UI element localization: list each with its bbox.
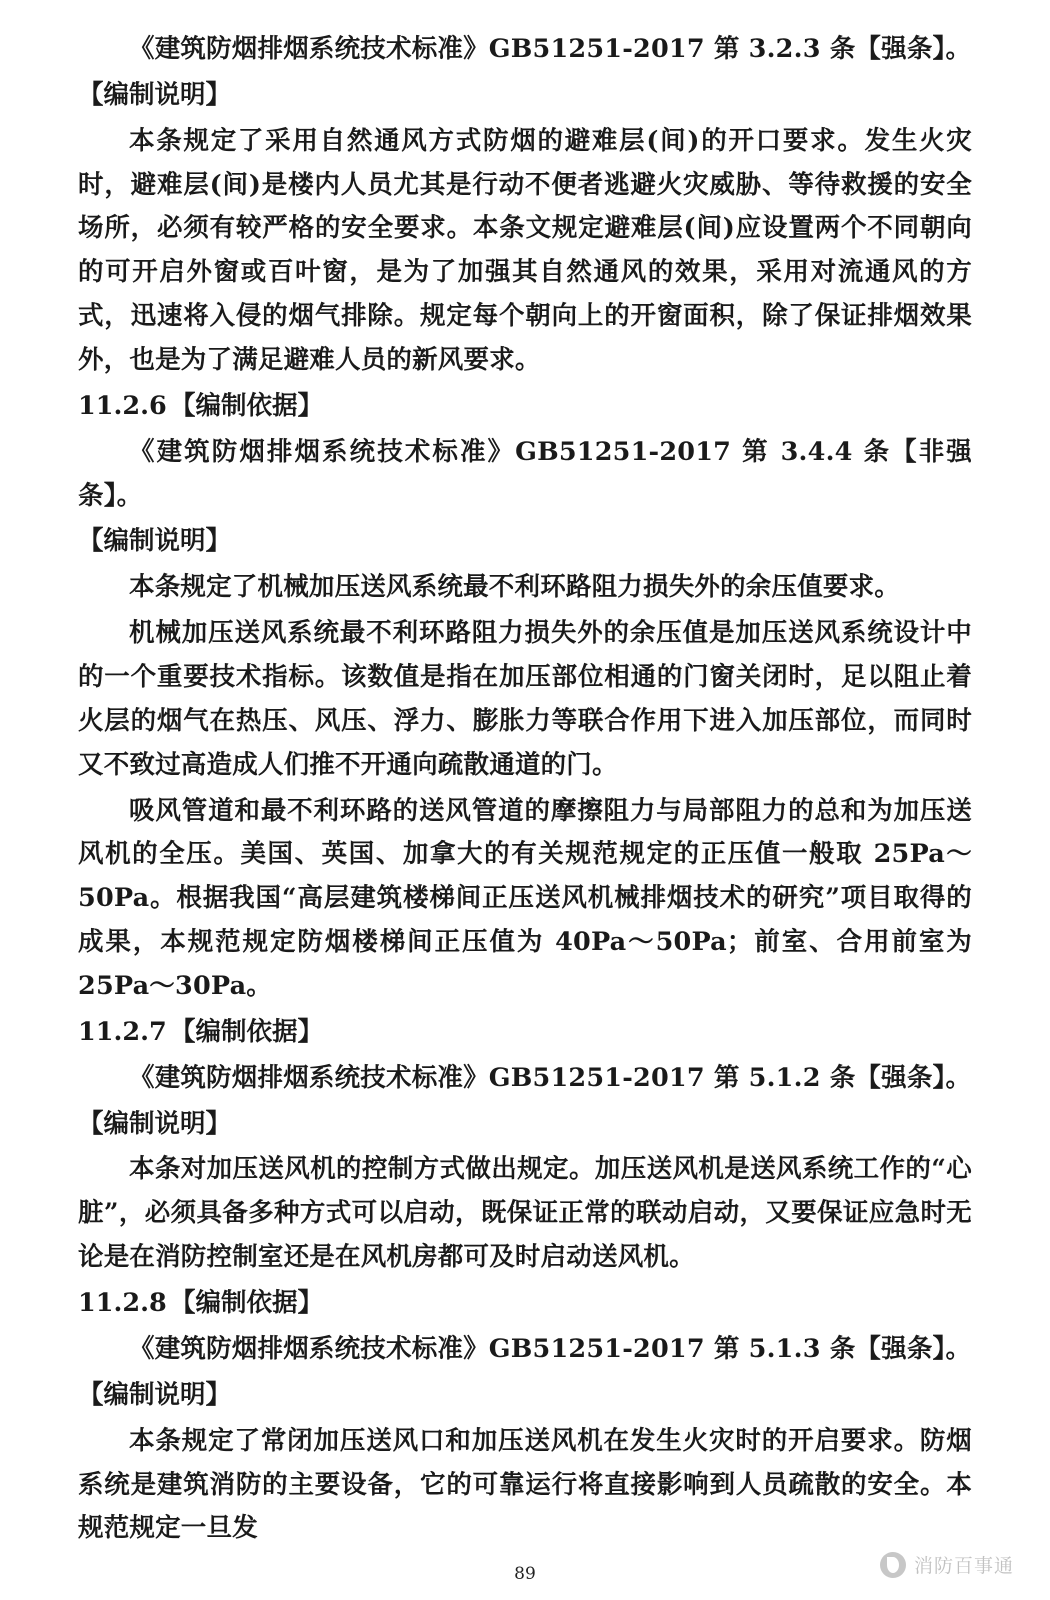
- clause-heading: [78, 385, 972, 429]
- flame-badge-icon: [880, 1552, 906, 1578]
- section-label: 【编制说明】: [78, 79, 232, 110]
- clause-label: 【编制依据】: [170, 390, 324, 421]
- citation-paragraph: 《建筑防烟排烟系统技术标准》GB51251-2017 第 3.4.4 条【非强条】。: [78, 436, 972, 511]
- section-label: 【编制说明】: [78, 1108, 232, 1139]
- body-paragraph: 本条规定了采用自然通风方式防烟的避难层(间)的开口要求。发生火灾时，避难层(间)是楼内人员尤其是行动不便者逃避火灾威胁、等待救援的安全场所，必须有较严格的安全要求。本条文规定避难层(间)应设置两个不同朝向的可开启外窗或百叶窗，是为了加强其自然通风的效果，采用对流通风的方式，迅速将入侵的烟气排除。规定每个朝向上的开窗面积，除了保证排烟效果外，也是为了满足避难人员的新风要求。: [78, 125, 972, 376]
- body-paragraph: 本条规定了机械加压送风系统最不利环路阻力损失外的余压值要求。: [129, 572, 901, 603]
- body-paragraph: 本条对加压送风机的控制方式做出规定。加压送风机是送风系统工作的“心脏”，必须具备多种方式可以启动，既保证正常的联动启动，又要保证应急时无论是在消防控制室还是在风机房都可及时启动送风机。: [78, 1154, 972, 1273]
- body-paragraph: 机械加压送风系统最不利环路阻力损失外的余压值是加压送风系统设计中的一个重要技术指标。该数值是指在加压部位相通的门窗关闭时，足以阻止着火层的烟气在热压、风压、浮力、膨胀力等联合作用下进入加压部位，而同时又不致过高造成人们推不开通向疏散通道的门。: [78, 618, 972, 780]
- clause-heading: [78, 1282, 972, 1326]
- clause-label: 【编制依据】: [170, 1016, 324, 1047]
- page-number: 89: [514, 1564, 536, 1584]
- clause-number: 11.2.8: [78, 1288, 167, 1319]
- watermark-label: 消防百事通: [913, 1555, 1014, 1577]
- clause-number: 11.2.6: [78, 390, 167, 421]
- citation-paragraph: 《建筑防烟排烟系统技术标准》GB51251-2017 第 3.2.3 条【强条】。: [129, 34, 972, 64]
- body-paragraph: 吸风管道和最不利环路的送风管道的摩擦阻力与局部阻力的总和为加压送风机的全压。美国、英国、加拿大的有关规范规定的正压值一般取 25Pa～50Pa。根据我国“高层建筑楼梯间正压送风机械排烟技术的研究”项目取得的成果，本规范规定防烟楼梯间正压值为 40Pa～50Pa；前室、合用前室为 25Pa～30Pa。: [78, 795, 972, 1002]
- section-label: 【编制说明】: [78, 1379, 232, 1410]
- clause-number: 11.2.7: [78, 1016, 167, 1047]
- watermark: [880, 1551, 1014, 1578]
- body-paragraph: 本条规定了常闭加压送风口和加压送风机在发生火灾时的开启要求。防烟系统是建筑消防的主要设备，它的可靠运行将直接影响到人员疏散的安全。本规范规定一旦发: [78, 1425, 972, 1544]
- clause-label: 【编制依据】: [170, 1288, 324, 1319]
- citation-paragraph: 《建筑防烟排烟系统技术标准》GB51251-2017 第 5.1.3 条【强条】。: [129, 1333, 972, 1364]
- section-label: 【编制说明】: [78, 526, 232, 557]
- clause-heading: [78, 1011, 972, 1055]
- citation-paragraph: 《建筑防烟排烟系统技术标准》GB51251-2017 第 5.1.2 条【强条】。: [129, 1062, 972, 1093]
